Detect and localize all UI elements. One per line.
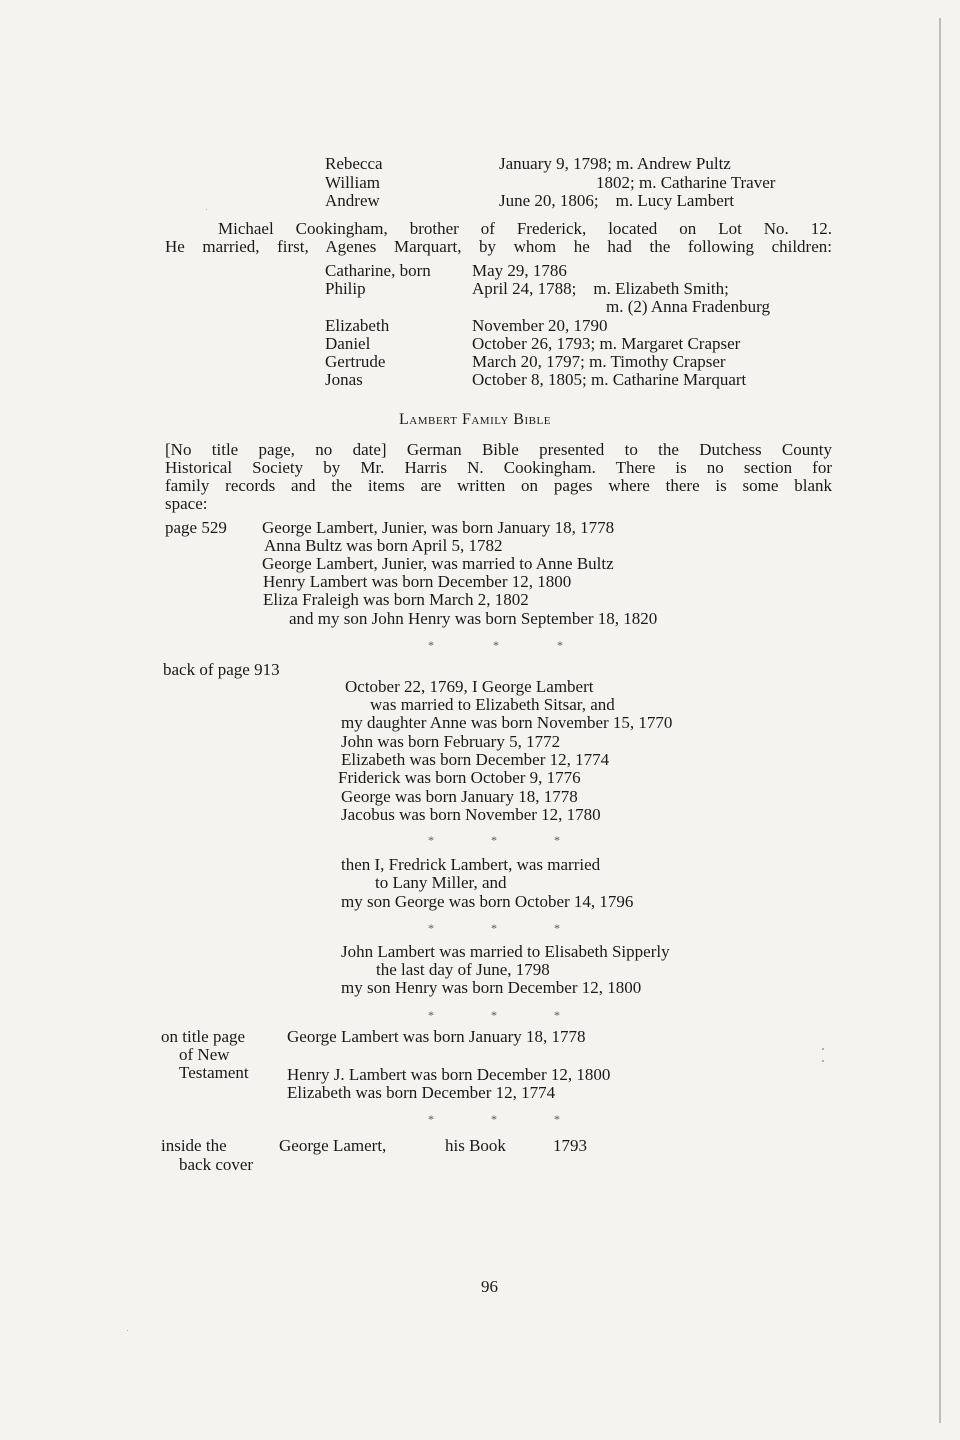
child-name: Catharine, born (325, 261, 431, 280)
title-page-label: on title page (161, 1027, 246, 1046)
entry-line: October 22, 1769, I George Lambert (345, 677, 594, 696)
child-name: Philip (325, 279, 366, 298)
child-date: November 20, 1790 (472, 316, 608, 335)
intro-line-1: [No title page, no date] German Bible presented to the Dutchess County (165, 440, 832, 459)
entry-line: was married to Elizabeth Sitsar, and (370, 695, 615, 714)
entry-line: Elizabeth was born December 12, 1774 (341, 750, 610, 769)
entry-line: George Lambert, Junier, was born January 18, 1778 (262, 518, 615, 537)
entry-line: George was born January 18, 1778 (341, 787, 578, 806)
scan-speck (822, 1060, 824, 1062)
entry-line: George Lambert was born January 18, 1778 (287, 1027, 586, 1046)
scan-speck (127, 1330, 128, 1331)
entry-line: my son George was born October 14, 1796 (341, 892, 634, 911)
entry-line: my daughter Anne was born November 15, 1770 (341, 713, 673, 732)
entry-line: to Lany Miller, and (375, 873, 507, 892)
entry-line: and my son John Henry was born September 18, 1820 (289, 609, 658, 628)
entry-line: Jacobus was born November 12, 1780 (341, 805, 601, 824)
entry-line: Elizabeth was born December 12, 1774 (287, 1083, 556, 1102)
back-913-label: back of page 913 (163, 660, 280, 679)
child-date: October 26, 1793; m. Margaret Crapser (472, 334, 741, 353)
intro-line-2: Historical Society by Mr. Harris N. Cookingham. There is no section for (165, 458, 832, 477)
scan-speck (206, 209, 207, 210)
child-date: June 20, 1806; m. Lucy Lambert (499, 191, 735, 210)
entry-line: John Lambert was married to Elisabeth Sipperly (341, 942, 670, 961)
entry-line: George Lambert, Junier, was married to Anne Bultz (262, 554, 614, 573)
child-date: April 24, 1788; m. Elizabeth Smith; (472, 279, 729, 298)
child-date: May 29, 1786 (472, 261, 567, 280)
entry-line: Eliza Fraleigh was born March 2, 1802 (263, 590, 529, 609)
child-name: Andrew (325, 191, 380, 210)
entry-line: Anna Bultz was born April 5, 1782 (264, 536, 503, 555)
title-page-label: of New (179, 1045, 230, 1064)
child-name: Elizabeth (325, 316, 390, 335)
page-529-label: page 529 (165, 518, 227, 537)
section-heading: Lambert Family Bible (399, 411, 551, 428)
child-date: January 9, 1798; m. Andrew Pultz (499, 154, 731, 173)
child-date: m. (2) Anna Fradenburg (606, 297, 770, 316)
entry-line: the last day of June, 1798 (376, 960, 550, 979)
back-cover-label: back cover (179, 1155, 254, 1174)
entry-line: my son Henry was born December 12, 1800 (341, 978, 642, 997)
child-name: Gertrude (325, 352, 386, 371)
entry-line: Friderick was born October 9, 1776 (338, 768, 581, 787)
page-number: 96 (481, 1277, 498, 1296)
child-date: March 20, 1797; m. Timothy Crapser (472, 352, 726, 371)
entry-line: Henry Lambert was born December 12, 1800 (263, 572, 572, 591)
title-page-label: Testament (179, 1063, 249, 1082)
michael-paragraph-line-2: He married, first, Agenes Marquart, by whom he had the following children: (165, 237, 832, 256)
michael-paragraph-line-1: Michael Cookingham, brother of Frederick, located on Lot No. 12. (218, 219, 832, 238)
book-year: 1793 (553, 1136, 587, 1155)
back-cover-label: inside the (161, 1136, 227, 1155)
intro-line-4: space: (165, 494, 208, 513)
entry-line: John was born February 5, 1772 (341, 732, 561, 751)
intro-line-3: family records and the items are written on pages where there is some blank (165, 476, 832, 495)
entry-line: then I, Fredrick Lambert, was married (341, 855, 601, 874)
page-edge-shadow (939, 18, 941, 1423)
book-owner-name: George Lamert, (279, 1136, 387, 1155)
scan-speck (822, 1048, 824, 1050)
child-name: William (325, 173, 381, 192)
entry-line: Henry J. Lambert was born December 12, 1800 (287, 1065, 611, 1084)
child-date: October 8, 1805; m. Catharine Marquart (472, 370, 747, 389)
child-name: Daniel (325, 334, 371, 353)
child-name: Rebecca (325, 154, 383, 173)
book-text: his Book (445, 1136, 506, 1155)
child-date: 1802; m. Catharine Traver (596, 173, 776, 192)
child-name: Jonas (325, 370, 363, 389)
